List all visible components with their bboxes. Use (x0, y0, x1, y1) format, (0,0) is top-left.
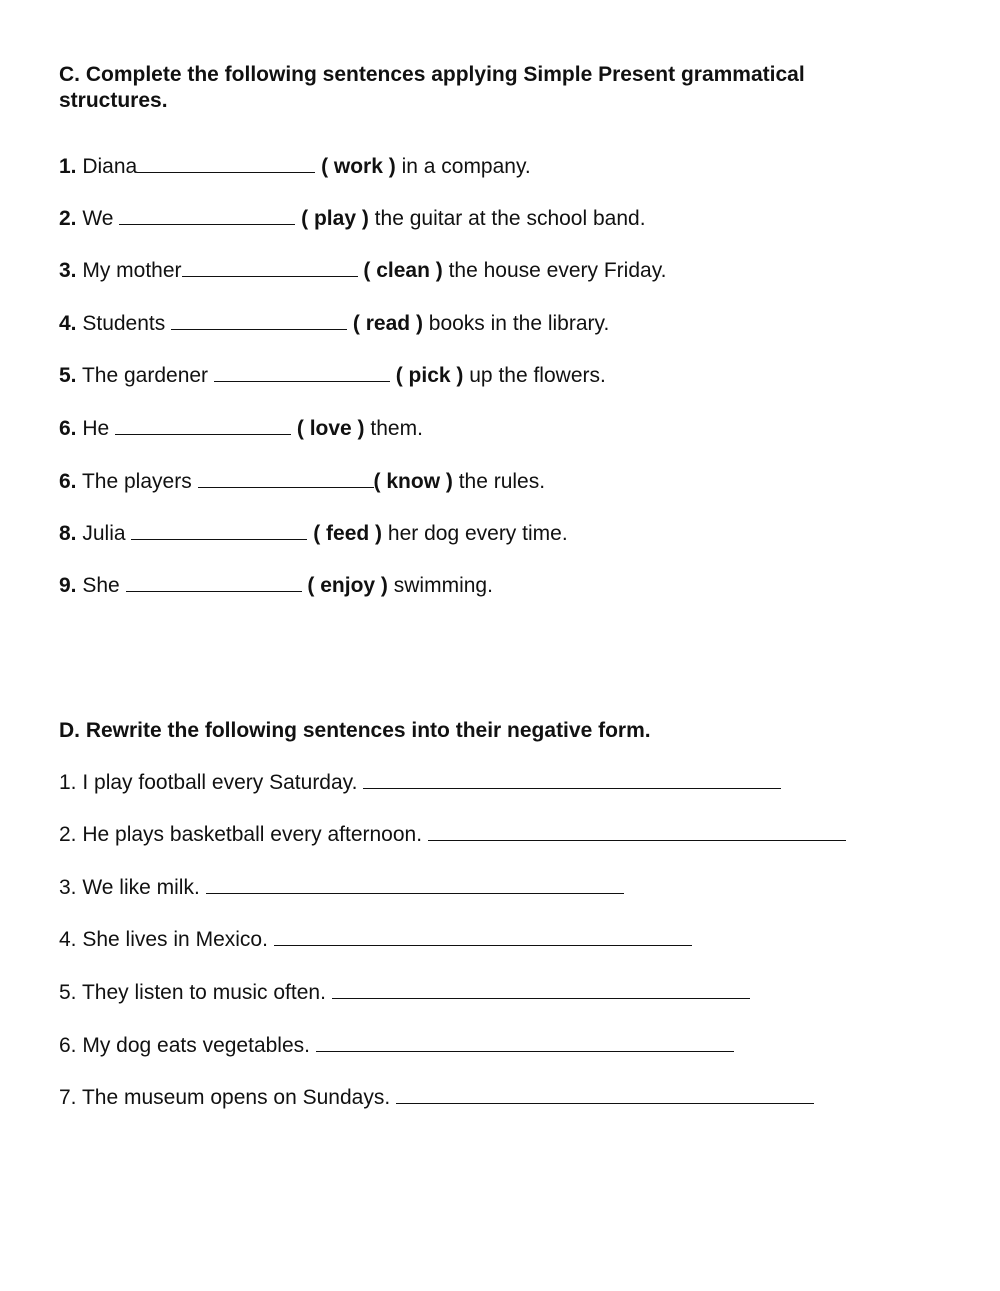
exercise-c-item (59, 469, 545, 495)
answer-blank[interactable] (332, 980, 750, 999)
item-verb: ( know ) (373, 470, 453, 493)
item-verb: ( work ) (321, 155, 396, 178)
item-verb: ( play ) (301, 207, 369, 230)
answer-blank[interactable] (115, 416, 291, 435)
section-d-title: D. Rewrite the following sentences into their negative form. (59, 719, 651, 742)
exercise-d-item (59, 770, 781, 796)
item-sentence: 1. I play football every Saturday. (59, 771, 364, 794)
item-number: 1. (59, 155, 77, 178)
answer-blank[interactable] (171, 311, 347, 330)
item-rest: them. (364, 417, 423, 440)
item-rest: the guitar at the school band. (368, 207, 646, 230)
item-subject: The players (76, 470, 198, 493)
item-rest: the house every Friday. (442, 259, 667, 282)
answer-blank[interactable] (316, 1033, 734, 1052)
answer-blank[interactable] (214, 363, 390, 382)
item-verb: ( read ) (352, 312, 423, 335)
exercise-c-item (59, 363, 606, 389)
item-sentence: 2. He plays basketball every afternoon. (59, 823, 428, 846)
item-verb: ( feed ) (313, 522, 383, 545)
exercise-d-item (59, 1033, 734, 1059)
item-number: 5. (59, 364, 77, 387)
item-number: 8. (59, 522, 77, 545)
item-number: 6. (59, 470, 77, 493)
answer-blank[interactable] (198, 469, 374, 488)
item-rest: books in the library. (422, 312, 610, 335)
answer-blank[interactable] (363, 770, 781, 789)
item-subject: Diana (76, 155, 138, 178)
exercise-c-item (59, 416, 423, 442)
answer-blank[interactable] (137, 154, 315, 173)
answer-blank[interactable] (428, 822, 846, 841)
item-verb: ( love ) (296, 417, 365, 440)
item-rest: up the flowers. (463, 364, 606, 387)
exercise-d-item (59, 980, 750, 1006)
exercise-c-item (59, 573, 493, 599)
item-subject: My mother (76, 259, 182, 282)
exercise-c-item (59, 206, 646, 232)
section-c-title: C. Complete the following sentences applying Simple Present grammatical structures. (59, 63, 805, 112)
item-rest: her dog every time. (382, 522, 568, 545)
exercise-d-item (59, 875, 624, 901)
item-number: 6. (59, 417, 77, 440)
item-sentence: 7. The museum opens on Sundays. (59, 1086, 396, 1109)
exercise-c-item (59, 154, 531, 180)
item-subject: Julia (76, 522, 132, 545)
item-number: 2. (59, 207, 77, 230)
item-number: 4. (59, 312, 77, 335)
item-subject: She (76, 574, 126, 597)
item-subject: We (76, 207, 120, 230)
item-sentence: 6. My dog eats vegetables. (59, 1034, 316, 1057)
item-number: 3. (59, 259, 77, 282)
item-sentence: 4. She lives in Mexico. (59, 928, 274, 951)
item-subject: Students (76, 312, 172, 335)
item-sentence: 3. We like milk. (59, 876, 206, 899)
answer-blank[interactable] (206, 875, 624, 894)
exercise-d-item (59, 927, 692, 953)
exercise-d-item (59, 1085, 814, 1111)
exercise-c-item (59, 258, 666, 284)
item-verb: ( enjoy ) (307, 574, 388, 597)
exercise-d-item (59, 822, 846, 848)
exercise-c-item (59, 521, 568, 547)
item-subject: The gardener (76, 364, 214, 387)
item-sentence: 5. They listen to music often. (59, 981, 332, 1004)
exercise-c-item (59, 311, 609, 337)
answer-blank[interactable] (119, 206, 295, 225)
item-rest: swimming. (387, 574, 493, 597)
item-verb: ( pick ) (395, 364, 464, 387)
item-rest: the rules. (452, 470, 546, 493)
answer-blank[interactable] (182, 258, 358, 277)
answer-blank[interactable] (131, 521, 307, 540)
answer-blank[interactable] (274, 927, 692, 946)
item-rest: in a company. (395, 155, 531, 178)
answer-blank[interactable] (396, 1085, 814, 1104)
item-number: 9. (59, 574, 77, 597)
item-subject: He (76, 417, 116, 440)
item-verb: ( clean ) (363, 259, 443, 282)
answer-blank[interactable] (126, 573, 302, 592)
